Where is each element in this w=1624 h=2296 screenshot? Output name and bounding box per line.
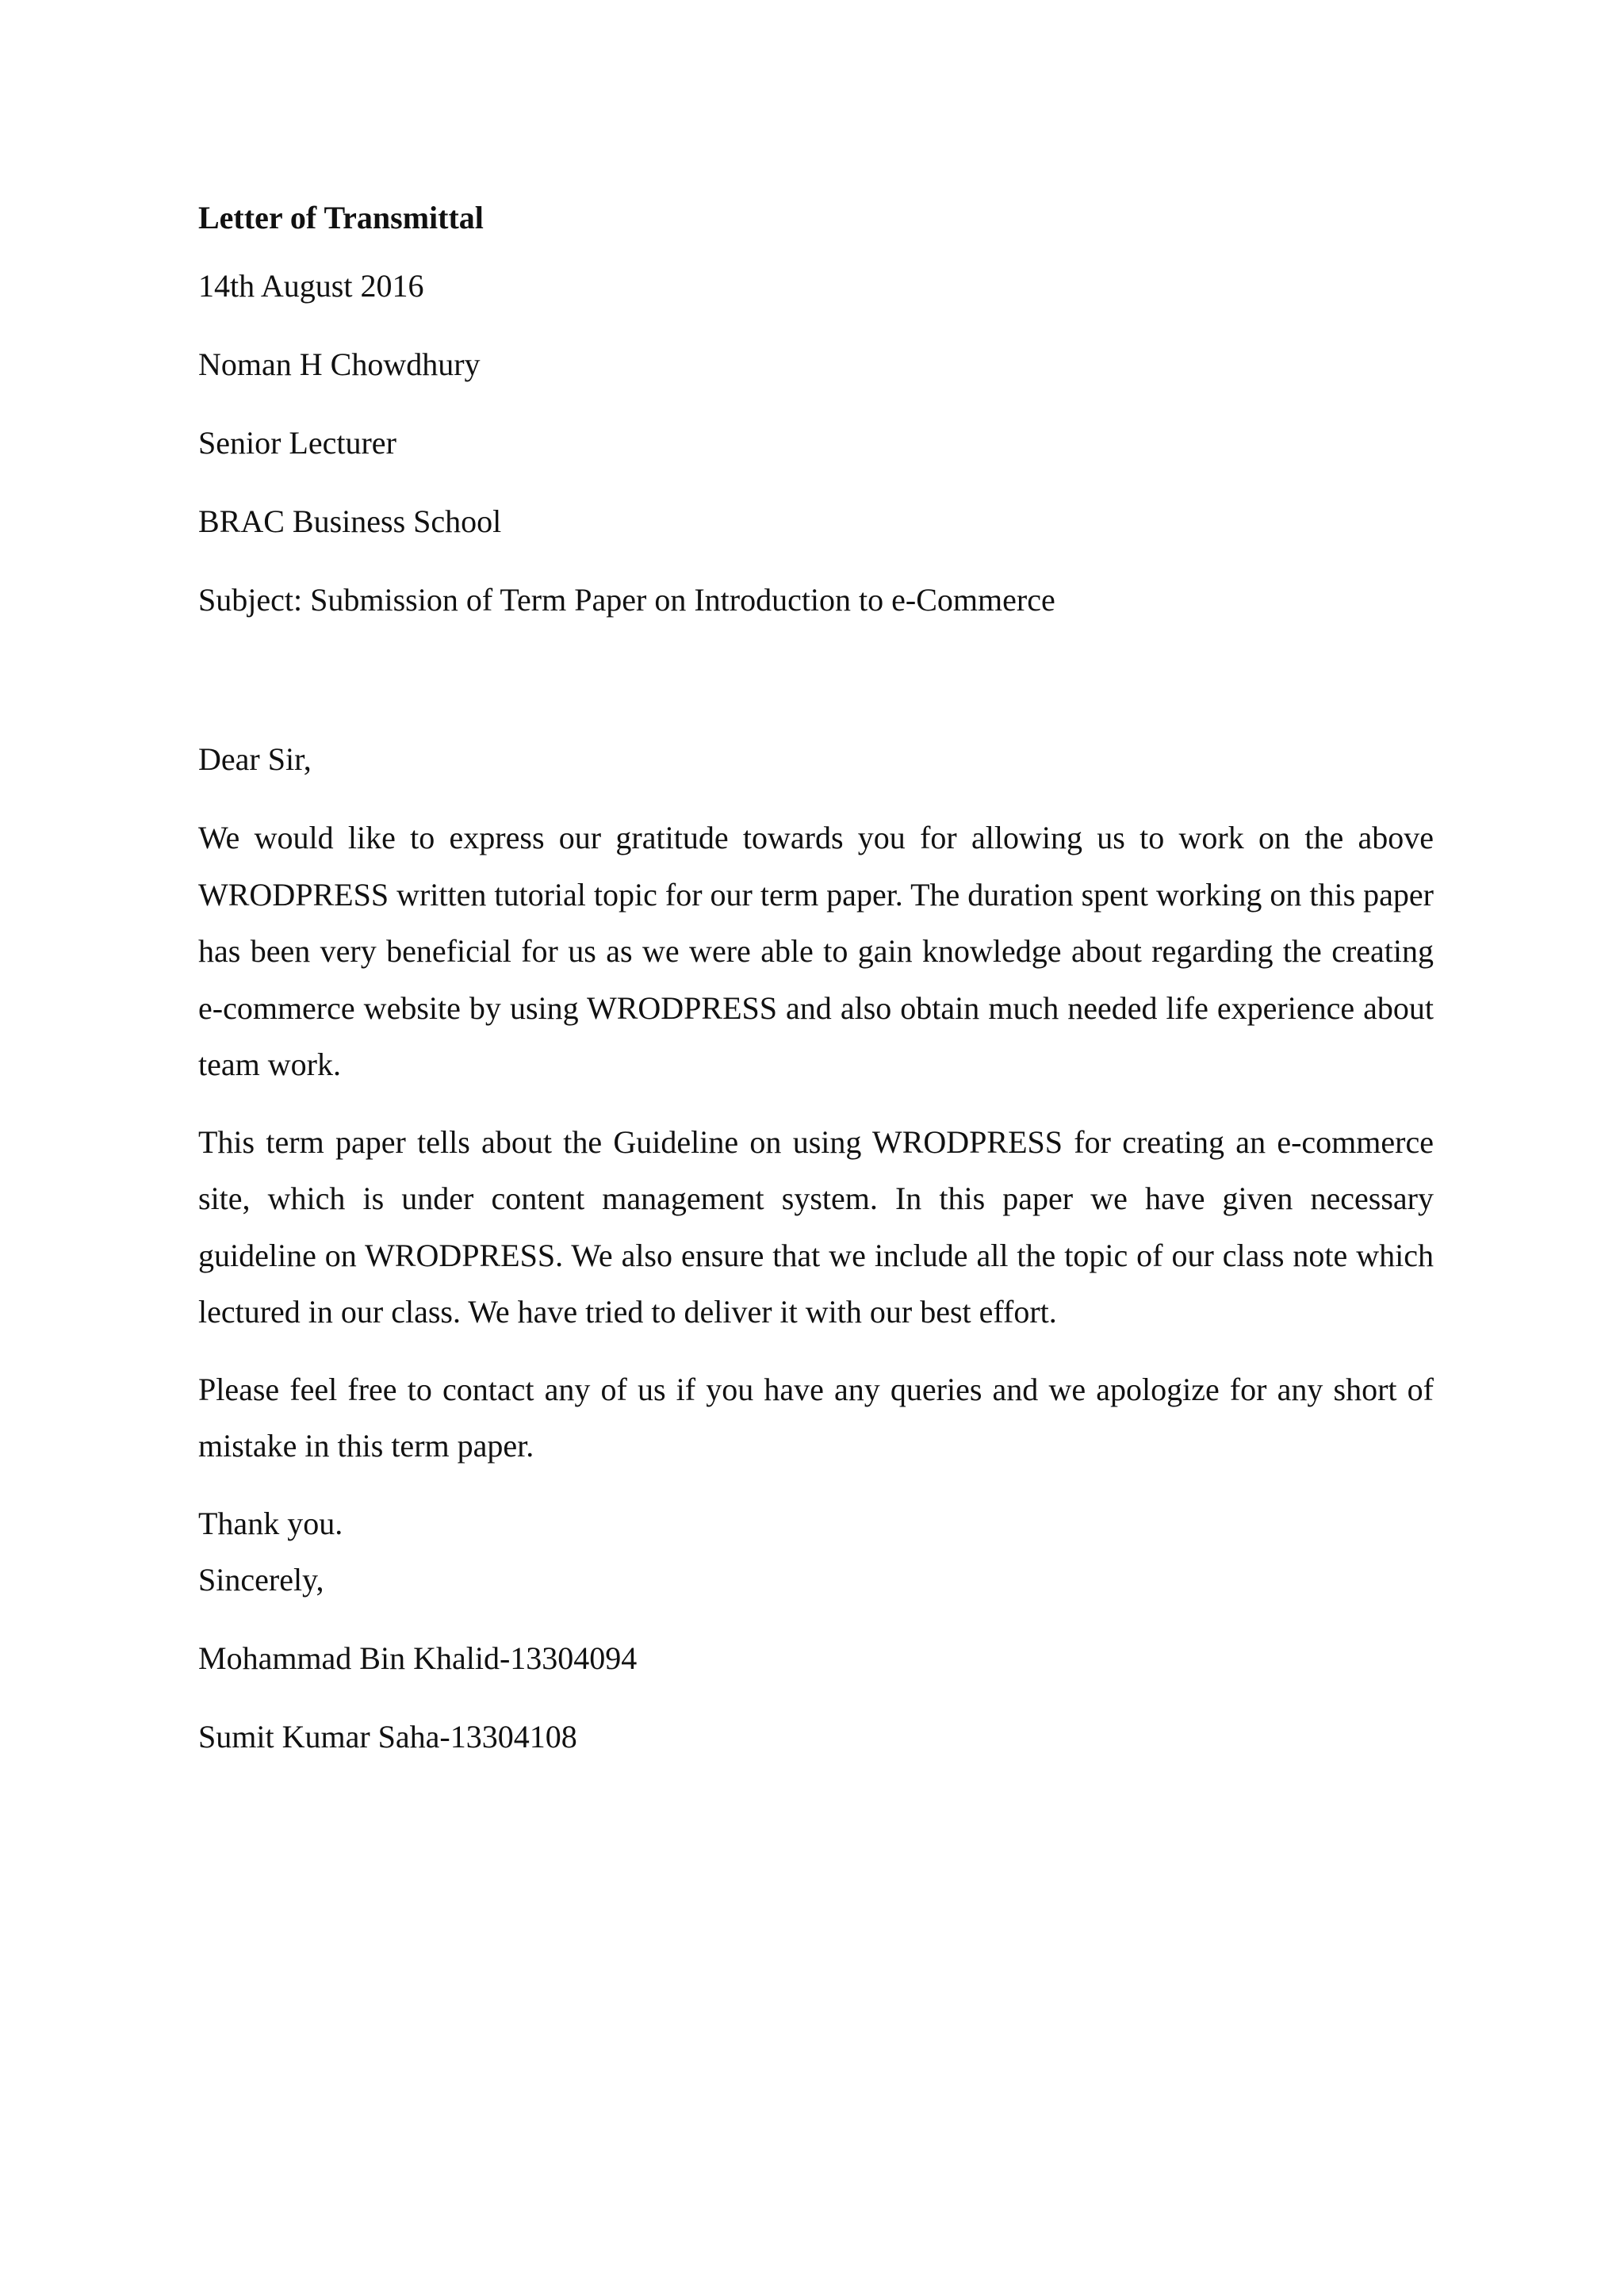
institution-name: BRAC Business School xyxy=(198,503,502,539)
closing-line: Sincerely, xyxy=(198,1561,324,1598)
letter-body xyxy=(198,194,1434,1787)
signatory-2: Sumit Kumar Saha-13304108 xyxy=(198,1718,577,1755)
paragraph-overview: This term paper tells about the Guideline on using WRODPRESS for creating an e-commerce site, which is under content management system. In this paper we have given necessary guideline on WRODPRESS. We also ensure that we include all the topic of our class note which lectured in our class. We have tried to deliver it with our best effort. xyxy=(198,1123,1434,1330)
salutation: Dear Sir, xyxy=(198,741,312,777)
paragraph-gratitude: We would like to express our gratitude towards you for allowing us to work on the above WRODPRESS written tutorial topic for our term paper. The duration spent working on this paper has been very beneficial for us as we were able to gain knowledge about regarding the creating e-commerce website by using WRODPRESS and also obtain much needed life experience about team work. xyxy=(198,820,1434,1082)
paragraph-contact: Please feel free to contact any of us if you have any queries and we apologize for any short of mistake in this term paper. xyxy=(198,1371,1434,1464)
recipient-title: Senior Lecturer xyxy=(198,425,396,461)
subject-line: Subject: Submission of Term Paper on Introduction to e-Commerce xyxy=(198,582,1055,618)
letter-date: 14th August 2016 xyxy=(198,268,424,304)
recipient-name: Noman H Chowdhury xyxy=(198,346,481,382)
thanks-line: Thank you. xyxy=(198,1505,343,1541)
letter-title: Letter of Transmittal xyxy=(198,200,484,235)
signatory-1: Mohammad Bin Khalid-13304094 xyxy=(198,1640,638,1676)
